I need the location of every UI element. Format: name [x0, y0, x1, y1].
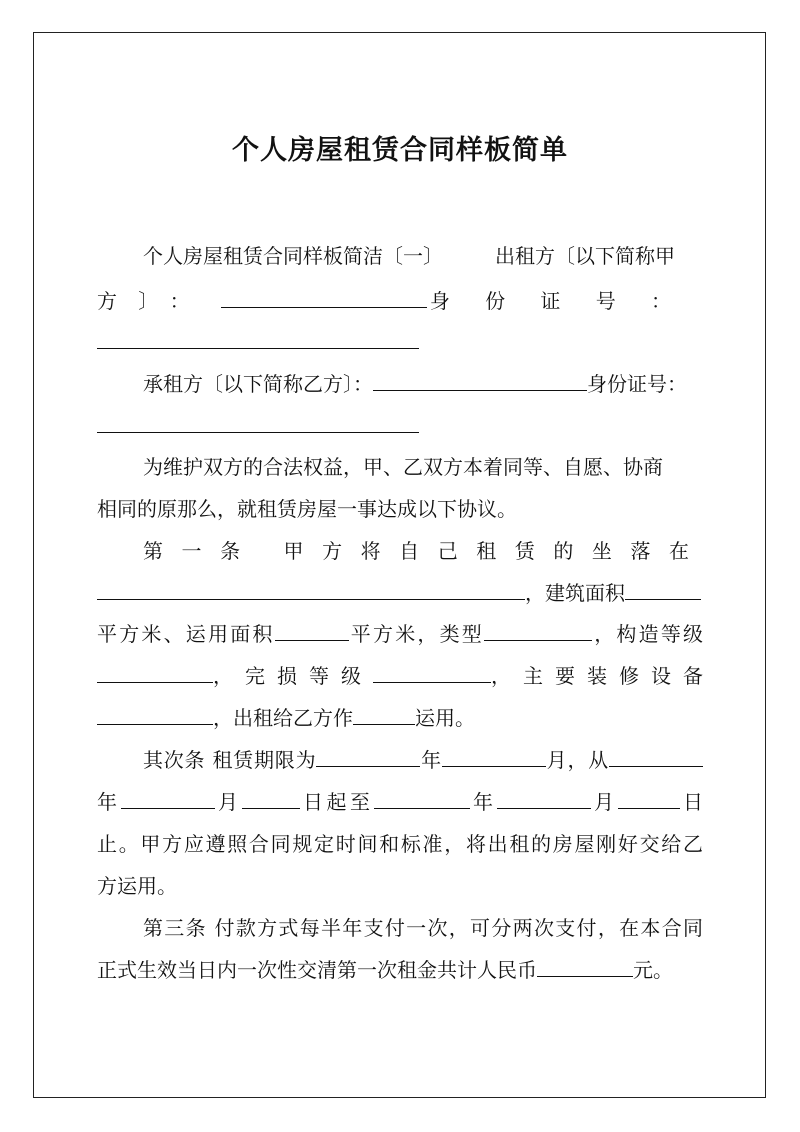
- type-blank[interactable]: [484, 622, 592, 641]
- usable-area-blank[interactable]: [275, 622, 349, 641]
- document-title: 个人房屋租赁合同样板简单: [232, 135, 568, 166]
- paragraph-line: 止。甲方应遵照合同规定时间和标准，将出租的房屋刚好交给乙: [97, 832, 703, 856]
- usage-blank[interactable]: [353, 706, 415, 725]
- paragraph-line: 方〕： 身份证号：: [97, 289, 704, 313]
- paragraph-line: 为维护双方的合法权益，甲、乙双方本着同等、自愿、协商: [143, 455, 663, 479]
- lessor-id-blank[interactable]: [97, 330, 419, 349]
- end-day-blank[interactable]: [618, 790, 680, 809]
- paragraph-line: ，建筑面积: [97, 581, 703, 605]
- building-area-blank[interactable]: [625, 581, 701, 600]
- structure-grade-blank[interactable]: [97, 664, 213, 683]
- paragraph-line: [97, 414, 703, 438]
- paragraph-line: 其次条 租赁期限为 年 月，从: [143, 748, 703, 772]
- paragraph-line: 正式生效当日内一次性交清第一次租金共计人民币 元。: [97, 958, 673, 982]
- paragraph-line: [143, 244, 703, 268]
- start-year-blank[interactable]: [609, 748, 703, 767]
- paragraph-line: 平方米、运用面积 平方米，类型 ，构造等级: [97, 622, 704, 646]
- lessee-id-blank[interactable]: [97, 414, 419, 433]
- end-year-blank[interactable]: [374, 790, 470, 809]
- start-day-blank[interactable]: [242, 790, 300, 809]
- paragraph-line: 相同的原那么，就租赁房屋一事达成以下协议。: [97, 497, 517, 521]
- lessor-label: 出租方〔以下简称甲: [495, 244, 675, 268]
- paragraph-line: ，出租给乙方作 运用。: [97, 706, 703, 730]
- damage-grade-blank[interactable]: [373, 664, 491, 683]
- location-blank[interactable]: [97, 581, 525, 600]
- paragraph-line: [97, 330, 703, 354]
- equipment-blank[interactable]: [97, 706, 213, 725]
- intro-text: 个人房屋租赁合同样板简洁〔一〕: [143, 244, 443, 268]
- article-3-heading: 第三条 付款方式每半年支付一次，可分两次支付，在本合同: [143, 916, 703, 940]
- end-month-blank[interactable]: [497, 790, 591, 809]
- paragraph-line: ，完损等级 ，主要装修设备: [97, 664, 703, 688]
- lessor-name-blank[interactable]: [221, 289, 427, 308]
- term-months-blank[interactable]: [442, 748, 546, 767]
- paragraph-line: 年 月 日起至 年 月 日: [97, 790, 703, 814]
- article-1-heading: 第一条 甲方将自己租赁的坐落在: [143, 539, 703, 563]
- rent-amount-blank[interactable]: [537, 958, 633, 977]
- paragraph-line: 方运用。: [97, 874, 177, 898]
- start-month-blank[interactable]: [121, 790, 215, 809]
- term-years-blank[interactable]: [316, 748, 420, 767]
- lessee-name-blank[interactable]: [373, 372, 587, 391]
- paragraph-line: 承租方〔以下简称乙方〕： 身份证号：: [143, 372, 687, 396]
